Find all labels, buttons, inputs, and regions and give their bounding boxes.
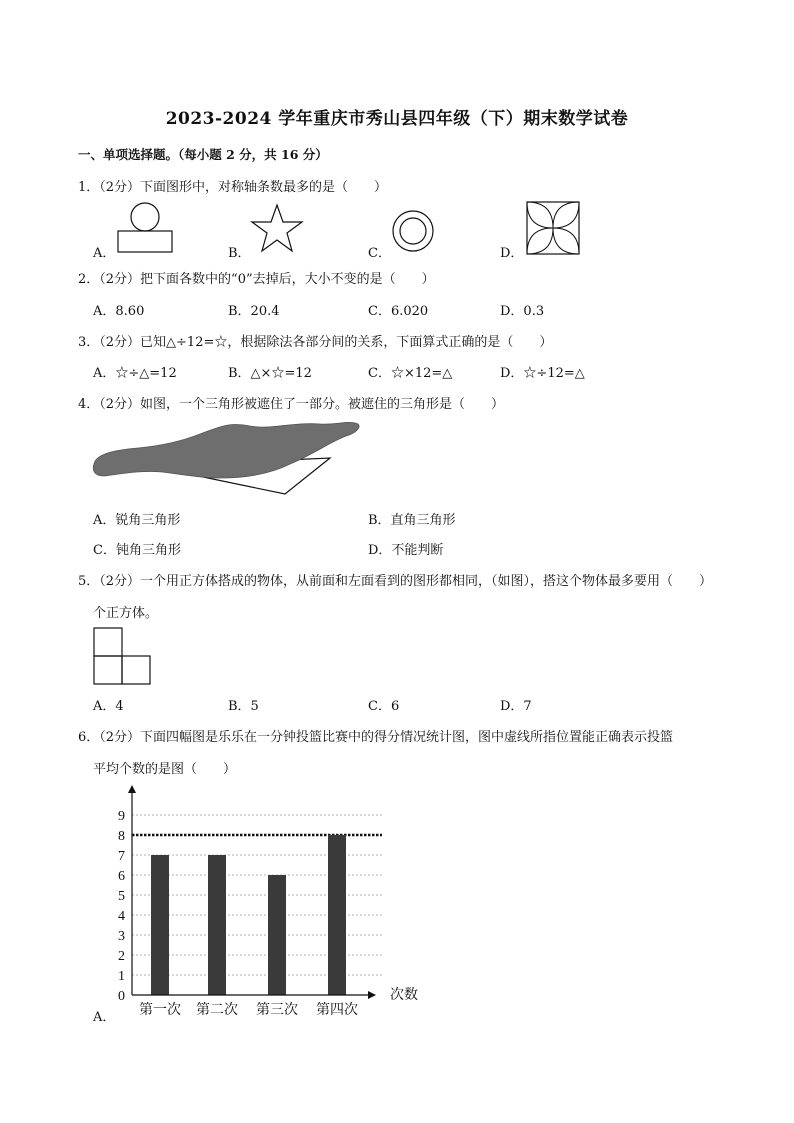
question-6-stem-line2: 平均个数的是图（ ） [93,762,237,777]
chart-y-tick-labels [118,809,125,1004]
y-tick-label-7: 7 [118,849,125,864]
chart-x-axis-label: 次数 [390,988,418,1003]
shape-ring [390,208,436,254]
shape-square-petals [525,200,581,256]
q4-option-a[interactable]: A．锐角三角形 [93,513,181,528]
y-tick-label-9: 9 [118,809,125,824]
question-6-stem-line1: 6．（2分）下面四幅图是乐乐在一分钟投篮比赛中的得分情况统计图，图中虚线所指位置能正确表示投篮 [78,730,674,745]
question-5-stem-line1: 5．（2分）一个用正方体搭成的物体，从前面和左面看到的图形都相同，（如图），搭这个物体最多要用（ ） [78,574,713,589]
shape-star [250,203,304,255]
y-tick-label-1: 1 [118,969,125,984]
q5-option-a[interactable]: A．4 [93,699,124,714]
q3-option-c[interactable]: C．☆×12=△ [368,366,453,381]
shape-circle-on-rectangle [117,200,175,256]
q5-option-d[interactable]: D．7 [500,699,532,714]
q1-option-d[interactable]: D． [500,246,524,261]
q2-option-c[interactable]: C．6.020 [368,304,429,319]
q6-option-a[interactable]: A． [93,1010,116,1025]
q2-option-b[interactable]: B．20.4 [228,304,280,319]
y-axis-arrow [128,785,136,793]
question-2-stem: 2．（2分）把下面各数中的“0”去掉后，大小不变的是（ ） [78,272,435,287]
bar-chart [110,785,430,1025]
cube-view-figure [93,627,153,687]
q2-option-a[interactable]: A．8.60 [93,304,145,319]
q5-option-b[interactable]: B．5 [228,699,259,714]
bar-3 [268,875,286,995]
q2-option-d[interactable]: D．0.3 [500,304,545,319]
question-4-stem: 4．（2分）如图，一个三角形被遮住了一部分。被遮住的三角形是（ ） [78,397,505,412]
question-3-stem: 3．（2分）已知△÷12=☆，根据除法各部分间的关系，下面算式正确的是（ ） [78,335,553,350]
question-5-stem-line2: 个正方体。 [93,606,159,621]
x-tick-label-1: 第一次 [139,1003,181,1018]
x-tick-label-3: 第三次 [256,1003,298,1018]
y-tick-label-6: 6 [118,869,125,884]
q4-option-c[interactable]: C．钝角三角形 [93,543,181,558]
y-tick-label-4: 4 [118,909,125,924]
bar-1 [151,855,169,995]
x-axis-arrow [368,991,376,999]
y-tick-label-0: 0 [118,989,125,1004]
y-tick-label-5: 5 [118,889,125,904]
y-tick-label-3: 3 [118,929,125,944]
q1-option-b[interactable]: B． [228,246,251,261]
q3-option-d[interactable]: D．☆÷12=△ [500,366,585,381]
x-tick-label-2: 第二次 [196,1003,238,1018]
section-heading: 一、单项选择题。（每小题 2 分，共 16 分） [78,147,328,162]
q3-option-a[interactable]: A．☆÷△=12 [93,366,177,381]
q1-option-c[interactable]: C． [368,246,391,261]
chart-x-tick-labels [139,1002,358,1018]
q1-option-a[interactable]: A． [93,246,116,261]
x-tick-label-4: 第四次 [316,1003,358,1018]
q3-option-b[interactable]: B．△×☆=12 [228,366,312,381]
y-tick-label-8: 8 [118,829,125,844]
covered-triangle-figure [90,418,365,498]
q5-option-c[interactable]: C．6 [368,699,400,714]
bar-4 [328,835,346,995]
y-tick-label-2: 2 [118,949,125,964]
page-title: 2023-2024 学年重庆市秀山县四年级（下）期末数学试卷 [165,109,629,129]
q4-option-b[interactable]: B．直角三角形 [368,513,456,528]
bar-2 [208,855,226,995]
q4-option-d[interactable]: D．不能判断 [368,543,444,558]
question-1-stem: 1．（2分）下面图形中，对称轴条数最多的是（ ） [78,180,388,195]
